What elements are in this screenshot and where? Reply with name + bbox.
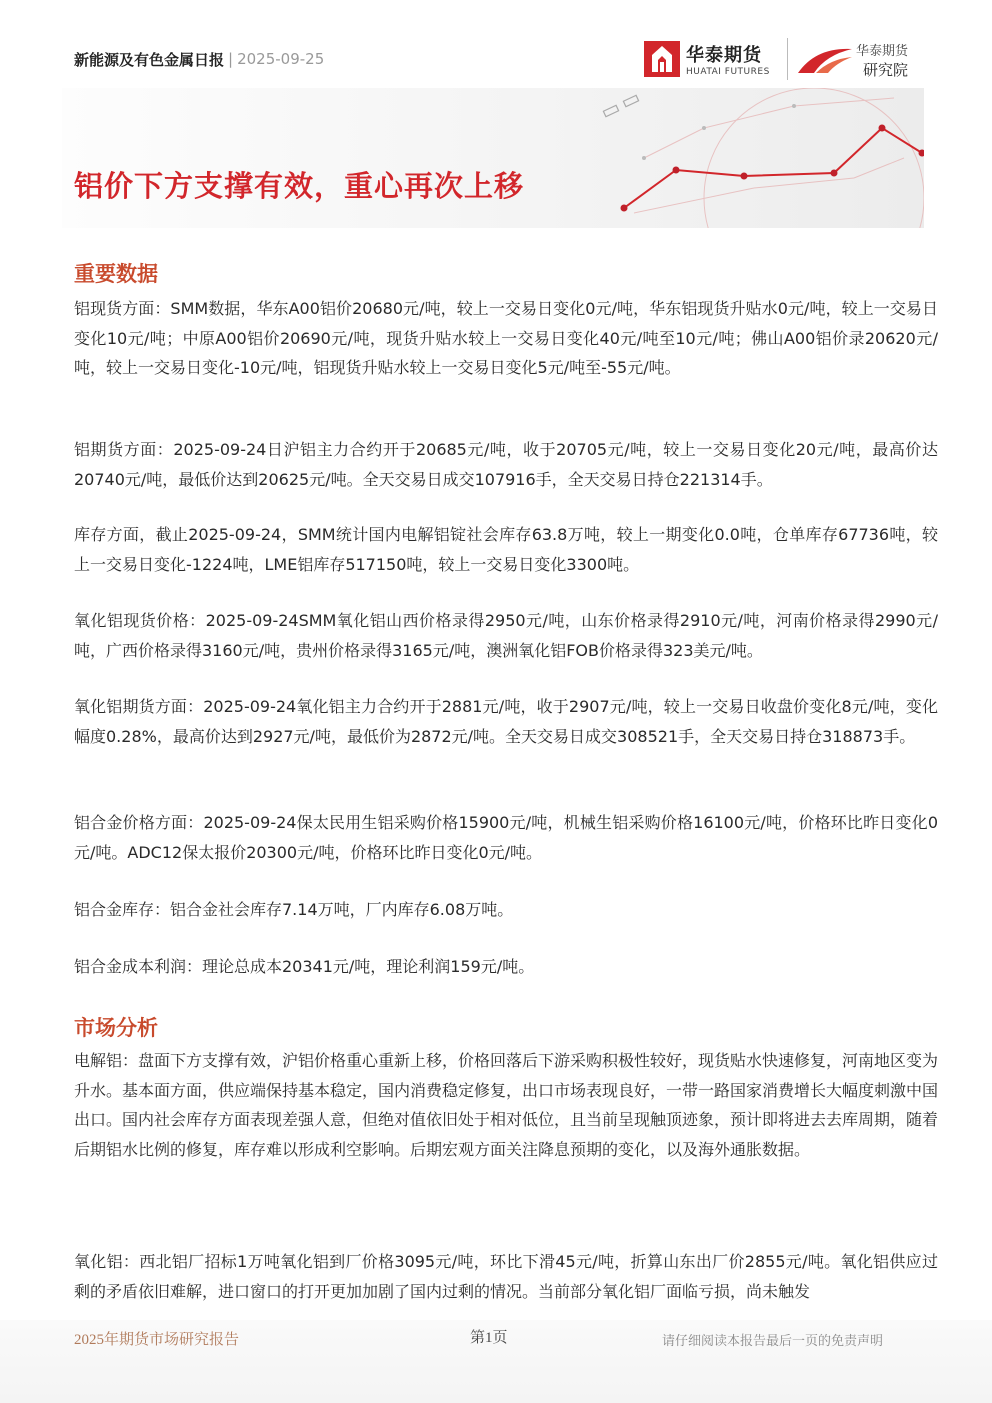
- paragraph-alloy-inventory: 铝合金库存：铝合金社会库存7.14万吨，厂内库存6.08万吨。: [74, 900, 514, 919]
- huatai-logo-icon: [644, 41, 680, 77]
- section-heading-market-analysis: 市场分析: [74, 1016, 158, 1040]
- header-separator: |: [228, 50, 234, 68]
- section-heading-key-data: 重要数据: [74, 262, 158, 286]
- paragraph-inventory: 库存方面，截止2025-09-24，SMM统计国内电解铝锭社会库存63.8万吨，较上一期变化0.0吨，仓单库存67736吨，较上一交易日变化-1224吨，LME铝库存517150吨，较上一交易日变化3300吨。: [74, 525, 938, 574]
- institute-swoosh-icon: [796, 43, 856, 77]
- footer-disclaimer: 请仔细阅读本报告最后一页的免责声明: [662, 1334, 884, 1349]
- paragraph-alloy-cost-profit: 铝合金成本利润：理论总成本20341元/吨，理论利润159元/吨。: [74, 957, 535, 976]
- company-name-en: HUATAI FUTURES: [686, 67, 770, 77]
- logo-divider: [787, 38, 788, 80]
- network-graphic-icon: [584, 88, 924, 228]
- paragraph-alumina-futures: 氧化铝期货方面：2025-09-24氧化铝主力合约开于2881元/吨，收于2907元/吨，较上一交易日收盘价变化8元/吨，变化幅度0.28%，最高价达到2927元/吨，最低价为2872元/吨。全天交易日成交308521手，全天交易日持仓318873手。: [74, 697, 938, 746]
- paragraph-aluminum-futures: 铝期货方面：2025-09-24日沪铝主力合约开于20685元/吨，收于20705元/吨，较上一交易日变化20元/吨，最高价达20740元/吨，最低价达到20625元/吨。全天交易日成交107916手，全天交易日持仓221314手。: [74, 440, 938, 489]
- page-footer: [0, 1320, 992, 1403]
- paragraph-alumina-spot: 氧化铝现货价格：2025-09-24SMM氧化铝山西价格录得2950元/吨，山东价格录得2910元/吨，河南价格录得2990元/吨，广西价格录得3160元/吨，贵州价格录得3165元/吨，澳洲氧化铝FOB价格录得323美元/吨。: [74, 611, 938, 660]
- huatai-futures-logo: [644, 38, 784, 80]
- institute-name-bottom: 研究院: [863, 61, 909, 79]
- page-number: 第1页: [470, 1330, 508, 1346]
- research-institute-logo: [796, 40, 926, 80]
- title-banner: [62, 88, 924, 228]
- footer-report-name: 2025年期货市场研究报告: [74, 1332, 240, 1348]
- report-header: [74, 46, 324, 72]
- report-title: 铝价下方支撑有效，重心再次上移: [74, 169, 525, 203]
- report-date: 2025-09-25: [237, 50, 325, 68]
- report-series: 新能源及有色金属日报: [74, 50, 225, 69]
- paragraph-alloy-price: 铝合金价格方面：2025-09-24保太民用生铝采购价格15900元/吨，机械生铝采购价格16100元/吨，价格环比昨日变化0元/吨。ADC12保太报价20300元/吨，价格环比昨日变化0元/吨。: [74, 813, 938, 862]
- paragraph-alumina-analysis: 氧化铝：西北铝厂招标1万吨氧化铝到厂价格3095元/吨，环比下滑45元/吨，折算山东出厂价2855元/吨。氧化铝供应过剩的矛盾依旧难解，进口窗口的打开更加加剧了国内过剩的情况。当前部分氧化铝厂面临亏损，尚未触发: [74, 1252, 938, 1301]
- company-name-cn: 华泰期货: [686, 45, 762, 66]
- institute-name-top: 华泰期货: [856, 44, 909, 59]
- paragraph-aluminum-spot: 铝现货方面：SMM数据，华东A00铝价20680元/吨，较上一交易日变化0元/吨，华东铝现货升贴水0元/吨，较上一交易日变化10元/吨；中原A00铝价20690元/吨，现货升贴水较上一交易日变化40元/吨至10元/吨；佛山A00铝价录20620元/吨，较上一交易日变化-10元/吨，铝现货升贴水较上一交易日变化5元/吨至-55元/吨。: [74, 299, 938, 377]
- paragraph-electrolytic-aluminum: 电解铝：盘面下方支撑有效，沪铝价格重心重新上移，价格回落后下游采购积极性较好，现货贴水快速修复，河南地区变为升水。基本面方面，供应端保持基本稳定，国内消费稳定修复，出口市场表现良好，一带一路国家消费增长大幅度刺激中国出口。国内社会库存方面表现差强人意，但绝对值依旧处于相对低位，且当前呈现触顶迹象，预计即将进去去库周期，随着后期铝水比例的修复，库存难以形成利空影响。后期宏观方面关注降息预期的变化，以及海外通胀数据。: [74, 1051, 939, 1159]
